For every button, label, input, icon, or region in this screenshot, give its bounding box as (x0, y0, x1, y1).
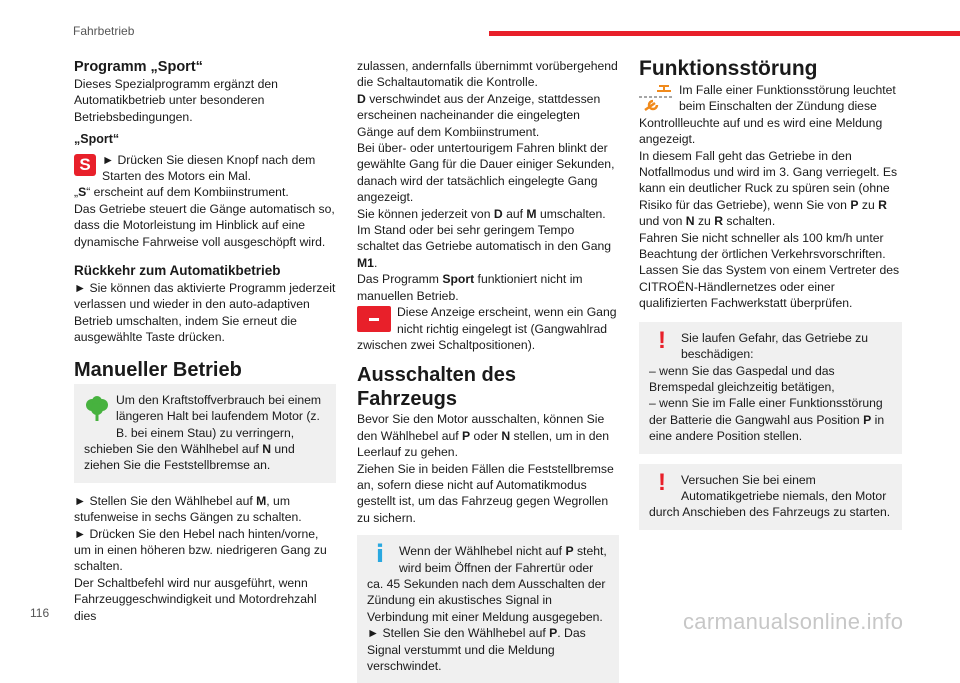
column-middle (357, 58, 619, 683)
back-text: ► Sie können das aktivierte Programm jederzeit verlassen und wieder in den auto-adaptiven Betrieb umschalten, indem Sie erneut die ausgewählte Taste drücken. (74, 281, 336, 345)
manual-step3: Der Schaltbefehl wird nur ausgeführt, wenn Fahrzeuggeschwindigkeit und Motordrehzahl dies (74, 575, 317, 623)
warn2-text: Versuchen Sie bei einem Automatikgetriebe niemals, den Motor durch Anschieben des Fahrzeugs zu starten. (649, 472, 891, 520)
info-icon: i (375, 540, 385, 569)
sport-prog-text: Das Programm Sport funktioniert nicht im manuellen Betrieb. (357, 272, 583, 303)
heading-ausschalten: Ausschalten des Fahrzeugs (357, 364, 516, 411)
column-right (639, 56, 902, 530)
standing-text: Im Stand oder bei sehr geringem Tempo schaltet das Getriebe automatisch in den Gang M1. (357, 223, 612, 270)
sport-desc-text: Das Getriebe steuert die Gänge automatisch so, dass die Motorleistung im Hinblick auf eine dynamische Fahrweise voll ausgeschöpft wird. (74, 201, 335, 249)
heading-programm-sport: Programm „Sport“ (74, 59, 203, 75)
sport-shown-text: „S“ erscheint auf dem Kombiinstrument. (74, 185, 289, 200)
off-text: Bevor Sie den Motor ausschalten, können Sie den Wählhebel auf P oder N stellen, um in den Leerlauf zu gehen. (357, 412, 610, 460)
cont-text: zulassen, andernfalls übernimmt vorübergehend die Schaltautomatik die Kontrolle. (357, 59, 618, 90)
warning-box-push-start (639, 464, 902, 530)
sport-button-block (74, 152, 336, 201)
heading-manueller-betrieb: Manueller Betrieb (74, 358, 242, 381)
column-left (74, 58, 336, 624)
page-number: 116 (30, 606, 50, 620)
info-step-text: ► Stellen Sie den Wählhebel auf P. Das Signal verstummt und die Meldung verschwindet. (367, 626, 586, 673)
warn1-intro: Sie laufen Gefahr, das Getriebe zu beschädigen: (681, 330, 868, 362)
gear-warning-text: Diese Anzeige erscheint, wenn ein Gang nicht richtig eingelegt ist (Gangwahlrad zwischen zwei Schaltpositionen). (357, 305, 617, 352)
info-text: Wenn der Wählhebel nicht auf P steht, wird beim Öffnen der Fahrertür oder ca. 45 Sekunden nach dem Ausschalten der Zündung ein akustisches Signal in Verbindung mit einer Meldung ausgegeben. (367, 544, 607, 624)
section-header: Fahrbetrieb (73, 24, 135, 38)
heading-rueckkehr: Rückkehr zum Automatikbetrieb (74, 263, 281, 279)
fault-emergency-text: In diesem Fall geht das Getriebe in den Notfallmodus und wird im 3. Gang verriegelt. Es kann ein deutlicher Ruck zu spüren sein (ohne Risiko für das Getriebe), wenn Sie von P zu R und von N zu R schalten. (639, 148, 898, 229)
manual-step1: ► Stellen Sie den Wählhebel auf M, um stufenweise in sechs Gängen zu schalten. (74, 493, 302, 525)
warning-exclamation-icon: ! (658, 326, 666, 354)
warning-exclamation-icon: ! (658, 468, 666, 496)
gearbox-fault-warning-icon (639, 83, 673, 113)
fault-lamp-text: Im Falle einer Funktionsstörung leuchtet beim Einschalten der Zündung diese Kontrollleuchte auf und es wird eine Meldung angezeigt. (639, 83, 896, 147)
fault-lamp-block (639, 82, 902, 148)
eco-tree-icon (84, 396, 110, 426)
d-text: D verschwindet aus der Anzeige, stattdessen erscheinen nacheinander die eingelegten Gänge auf dem Kombiinstrument. (357, 91, 601, 139)
eco-tip-box (74, 384, 336, 483)
warn1-item2: – wenn Sie im Falle einer Funktionsstörung der Batterie die Gangwahl aus Position P in eine andere Position stellen. (649, 396, 885, 444)
sport-subheading: „Sport“ (74, 132, 120, 147)
gear-warning-block (357, 304, 619, 353)
fault-check-text: Lassen Sie das System von einem Vertreter des CITROËN-Händlernetzes oder einer qualifizierten Fachwerkstatt überprüfen. (639, 263, 900, 311)
info-box (357, 535, 619, 683)
gear-not-engaged-icon (357, 306, 391, 332)
switch-text: Sie können jederzeit von D auf M umschalten. (357, 206, 606, 221)
sport-press-text: ► Drücken Sie diesen Knopf nach dem Starten des Motors ein Mal. (102, 152, 316, 184)
header-accent-bar (489, 31, 960, 36)
over-under-text: Bei über- oder untertourigem Fahren blinkt der gewählte Gang für die Dauer einiger Sekunden, danach wird der tatsächlich eingelegte Gang angezeigt. (357, 141, 615, 205)
sport-button-icon: S (74, 154, 96, 176)
heading-funktionsstoerung: Funktionsstörung (639, 57, 818, 80)
warn1-item1: – wenn Sie das Gaspedal und das Bremspedal gleichzeitig betätigen, (649, 363, 835, 394)
watermark: carmanualsonline.info (683, 609, 904, 634)
off-brake-text: Ziehen Sie in beiden Fällen die Feststellbremse an, sofern diese nicht auf Automatikmodus gestellt ist, um das Fahrzeug gegen Wegrollen zu sichern. (357, 461, 614, 525)
manual-step2: ► Drücken Sie den Hebel nach hinten/vorne, um in einen höheren bzw. niedrigeren Gang zu schalten. (74, 526, 327, 574)
prog-intro-text: Dieses Spezialprogramm ergänzt den Automatikbetrieb unter besonderen Betriebsbedingungen. (74, 77, 278, 124)
fault-speed-text: Fahren Sie nicht schneller als 100 km/h unter Beachtung der örtlichen Verkehrsvorschriften. (639, 230, 886, 262)
eco-tip-text: Um den Kraftstoffverbrauch bei einem längeren Halt bei laufendem Motor (z. B. bei einem Stau) zu verringern, schieben Sie den Wählhebel auf N und ziehen Sie die Feststellbremse an. (84, 392, 322, 473)
warning-box-damage (639, 322, 902, 454)
